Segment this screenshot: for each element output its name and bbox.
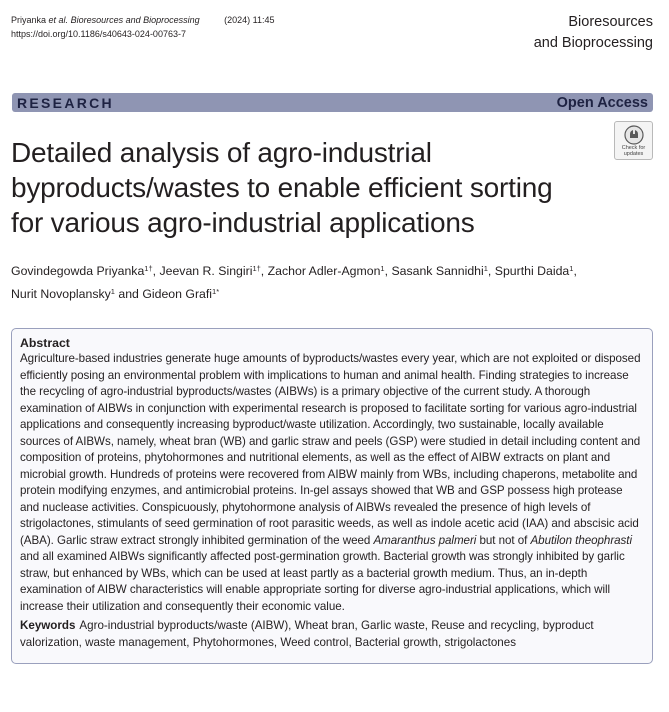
- open-access-label: Open Access: [556, 94, 648, 111]
- doi-link[interactable]: https://doi.org/10.1186/s40643-024-00763-7: [11, 29, 186, 39]
- abstract-text-part-2: but not of: [476, 533, 531, 547]
- article-type-banner: [12, 93, 653, 112]
- check-updates-icon: [624, 125, 644, 145]
- keywords-text: Agro-industrial byproducts/waste (AIBW), Wheat bran, Garlic waste, Reuse and recycling, byproduct valorization, waste management, Phytohormones, Weed control, Bacterial growth, strigolactones: [20, 619, 594, 649]
- author-affiliation: 1: [110, 287, 115, 296]
- species-name: Abutilon theophrasti: [530, 533, 632, 547]
- article-type-label: RESEARCH: [17, 94, 114, 111]
- author-list: [11, 260, 651, 306]
- title-line: Detailed analysis of agro-industrial: [11, 137, 432, 168]
- citation-year-page: (2024) 11:45: [224, 15, 275, 25]
- author-separator: and: [114, 287, 143, 301]
- title-line: byproducts/wastes to enable efficient sorting: [11, 172, 553, 203]
- abstract-text-part-3: and all examined AIBWs significantly affected post-germination growth. Bacterial growth was strongly inhibited by garlic straw, but enhanced by WBs, which can be used at least partly as a bacterial growth medium. Thus, an in-depth examination of AIBW characteristics will enable appropriate sorting for diverse agro-industrial applications, which will increase their utilization and consequently their economic value.: [20, 550, 625, 613]
- author-affiliation: 1: [483, 264, 488, 273]
- check-for-updates-button[interactable]: [614, 121, 653, 160]
- author-name[interactable]: Gideon Grafi: [142, 287, 213, 301]
- citation-author: Priyanka: [11, 15, 47, 25]
- abstract-text: [20, 351, 644, 615]
- check-updates-line-2: updates: [623, 151, 644, 157]
- journal-name: [534, 12, 653, 54]
- journal-line-1: Bioresources: [568, 14, 653, 30]
- author-name[interactable]: Sasank Sannidhi: [391, 264, 484, 278]
- abstract-heading: Abstract: [20, 336, 70, 350]
- citation-header: [11, 13, 275, 41]
- author-affiliation: 1: [569, 264, 574, 273]
- author-separator: ,: [573, 264, 577, 278]
- author-name[interactable]: Nurit Novoplansky: [11, 287, 111, 301]
- author-separator: ,: [152, 264, 160, 278]
- title-line: for various agro-industrial applications: [11, 207, 475, 238]
- species-name: Amaranthus palmeri: [373, 533, 477, 547]
- author-separator: ,: [487, 264, 495, 278]
- citation-etal: et al.: [48, 15, 69, 25]
- journal-line-2: and Bioprocessing: [533, 35, 653, 51]
- check-updates-line-1: Check for: [621, 145, 646, 151]
- abstract-box: [11, 328, 653, 664]
- article-title: [11, 135, 611, 240]
- citation-journal: Bioresources and Bioprocessing: [70, 15, 200, 25]
- author-name[interactable]: Govindegowda Priyanka: [11, 264, 145, 278]
- author-affiliation: 1*: [212, 287, 220, 296]
- author-affiliation: 1: [380, 264, 385, 273]
- author-name[interactable]: Zachor Adler-Agmon: [267, 264, 381, 278]
- keywords-label: Keywords: [20, 619, 76, 632]
- abstract-text-part-1: Agriculture-based industries generate huge amounts of byproducts/wastes every year, which are not exploited or disposed efficiently posing an environmental problem with implications to human and animal health. Finding strategies to increase the recycling of agro-industrial byproducts/wastes (AIBWs) is a primary objective of the current study. A thorough examination of AIBWs in conjunction with experimental research is proposed to facilitate sorting for various agro-industrial applications and consequently increasing byproduct/waste utilization. Accordingly, two sustainable, locally available sources of AIBWs, namely, wheat bran (WB) and garlic straw and peels (GSP) were studied in detail including content and composition of proteins, phytohormones and nutritional elements, as well as the effect of AIBW extracts on plant and microbial growth. Hundreds of proteins were recovered from AIBW mainly from WBs, including chaperons, metabolite and protein modifying enzymes, and antimicrobial proteins. In-gel assays showed that WB and GSP possess high protease and nuclease activities. Conspicuously, phytohormone analysis of AIBWs revealed the presence of high levels of strigolactones, stimulants of seed germination of root parasitic weeds, as well as indole acetic acid (IAA) and abscisic acid (ABA). Garlic straw extract strongly inhibited germination of the weed: [20, 352, 641, 547]
- author-name[interactable]: Spurthi Daida: [494, 264, 570, 278]
- author-affiliation: 1†: [252, 264, 261, 273]
- author-affiliation: 1†: [144, 264, 153, 273]
- citation-line: [11, 13, 275, 27]
- author-separator: ,: [260, 264, 268, 278]
- keywords: [20, 618, 644, 651]
- author-name[interactable]: Jeevan R. Singiri: [159, 264, 253, 278]
- author-separator: ,: [384, 264, 392, 278]
